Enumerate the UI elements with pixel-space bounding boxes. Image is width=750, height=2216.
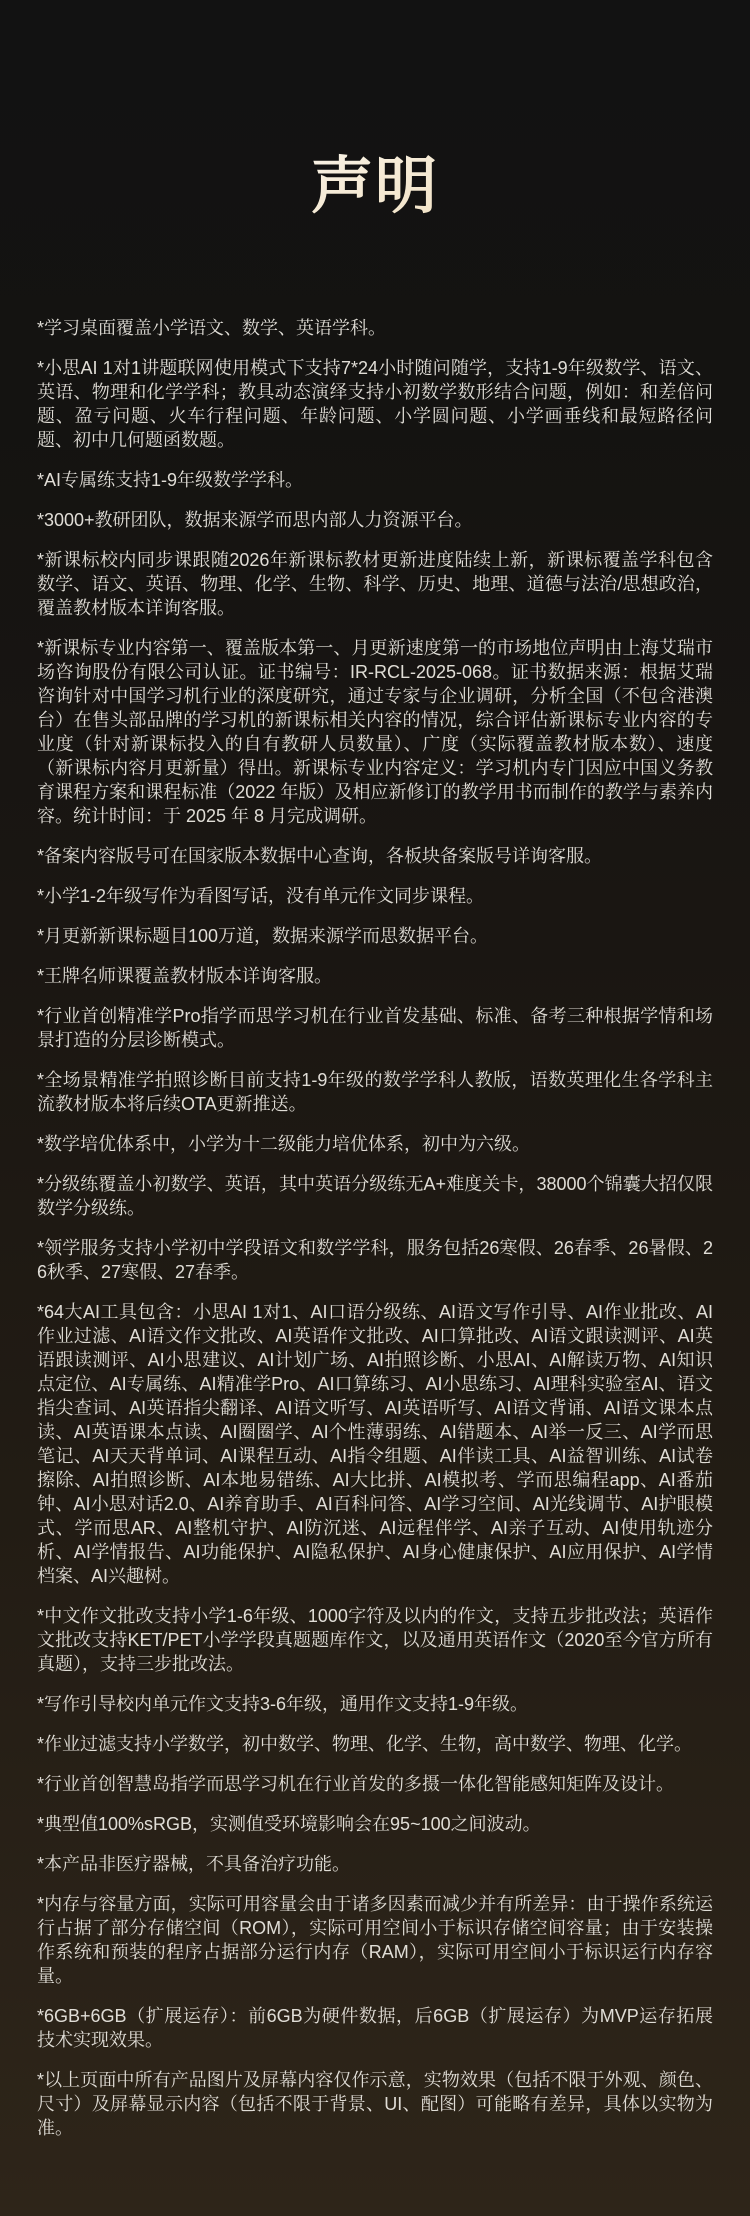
disclaimer-paragraph: *写作引导校内单元作文支持3-6年级，通用作文支持1-9年级。 bbox=[37, 1694, 529, 1714]
disclaimer-paragraph: *全场景精准学拍照诊断目前支持1-9年级的数学学科人教版，语数英理化生各学科主流教材版本将后续OTA更新推送。 bbox=[37, 1070, 713, 1114]
page-title: 声明 bbox=[37, 148, 713, 226]
disclaimer-paragraph: *行业首创精准学Pro指学而思学习机在行业首发基础、标准、备考三种根据学情和场景打造的分层诊断模式。 bbox=[37, 1006, 713, 1050]
disclaimer-paragraph: *领学服务支持小学初中学段语文和数学学科，服务包括26寒假、26春季、26暑假、26秋季、27寒假、27春季。 bbox=[37, 1238, 713, 1282]
disclaimer-paragraph: *学习桌面覆盖小学语文、数学、英语学科。 bbox=[37, 318, 387, 338]
disclaimer-paragraph: *王牌名师课覆盖教材版本详询客服。 bbox=[37, 966, 333, 986]
disclaimer-paragraph: *本产品非医疗器械，不具备治疗功能。 bbox=[37, 1854, 351, 1874]
disclaimer-paragraph: *备案内容版号可在国家版本数据中心查询，各板块备案版号详询客服。 bbox=[37, 846, 603, 866]
disclaimer-paragraph: *64大AI工具包含：小思AI 1对1、AI口语分级练、AI语文写作引导、AI作业批改、AI作业过滤、AI语文作文批改、AI英语作文批改、AI口算批改、AI语文跟读测评、AI英语跟读测评、AI小思建议、AI计划广场、AI拍照诊断、小思AI、AI解读万物、AI知识点定位、AI专属练、AI精准学Pro、AI口算练习、AI小思练习、AI理科实验室AI、语文指尖查词、AI英语指尖翻译、AI语文听写、AI英语听写、AI语文背诵、AI语文课本点读、AI英语课本点读、AI圈圈学、AI个性薄弱练、AI错题本、AI举一反三、AI学而思笔记、AI天天背单词、AI课程互动、AI指令组题、AI伴读工具、AI益智训练、AI试卷擦除、AI拍照诊断、AI本地易错练、AI大比拼、AI模拟考、学而思编程app、AI番茄钟、AI小思对话2.0、AI养育助手、AI百科问答、AI学习空间、AI光线调节、AI护眼模式、学而思AR、AI整机守护、AI防沉迷、AI远程伴学、AI亲子互动、AI使用轨迹分析、AI学情报告、AI功能保护、AI隐私保护、AI身心健康保护、AI应用保护、AI学情档案、AI兴趣树。 bbox=[37, 1302, 713, 1586]
disclaimer-paragraph: *3000+教研团队，数据来源学而思内部人力资源平台。 bbox=[37, 510, 473, 530]
disclaimer-paragraph: *以上页面中所有产品图片及屏幕内容仅作示意，实物效果（包括不限于外观、颜色、尺寸）及屏幕显示内容（包括不限于背景、UI、配图）可能略有差异，具体以实物为准。 bbox=[37, 2070, 713, 2138]
disclaimer-paragraph: *小学1-2年级写作为看图写话，没有单元作文同步课程。 bbox=[37, 886, 485, 906]
disclaimer-paragraph: *新课标校内同步课跟随2026年新课标教材更新进度陆续上新，新课标覆盖学科包含数学、语文、英语、物理、化学、生物、科学、历史、地理、道德与法治/思想政治，覆盖教材版本详询客服。 bbox=[37, 550, 713, 618]
disclaimer-paragraph: *月更新新课标题目100万道，数据来源学而思数据平台。 bbox=[37, 926, 489, 946]
disclaimer-paragraph: *行业首创智慧岛指学而思学习机在行业首发的多摄一体化智能感知矩阵及设计。 bbox=[37, 1774, 675, 1794]
disclaimer-paragraph: *内存与容量方面，实际可用容量会由于诸多因素而减少并有所差异：由于操作系统运行占据了部分存储空间（ROM），实际可用空间小于标识存储空间容量；由于安装操作系统和预装的程序占据部分运行内存（RAM），实际可用空间小于标识运行内存容量。 bbox=[37, 1894, 713, 1986]
disclaimer-paragraph: *典型值100%sRGB，实测值受环境影响会在95~100之间波动。 bbox=[37, 1814, 541, 1834]
disclaimer-paragraph: *小思AI 1对1讲题联网使用模式下支持7*24小时随问随学，支持1-9年级数学、语文、英语、物理和化学学科；教具动态演绎支持小初数学数形结合问题，例如：和差倍问题、盈亏问题、火车行程问题、年龄问题、小学圆问题、小学画垂线和最短路径问题、初中几何题函数题。 bbox=[37, 358, 713, 450]
disclaimer-paragraph: *分级练覆盖小初数学、英语，其中英语分级练无A+难度关卡，38000个锦囊大招仅限数学分级练。 bbox=[37, 1174, 713, 1218]
disclaimer-paragraph: *新课标专业内容第一、覆盖版本第一、月更新速度第一的市场地位声明由上海艾瑞市场咨询股份有限公司认证。证书编号：IR-RCL-2025-068。证书数据来源：根据艾瑞咨询针对中国学习机行业的深度研究，通过专家与企业调研，分析全国（不包含港澳台）在售头部品牌的学习机的新课标相关内容的情况，综合评估新课标专业内容的专业度（针对新课标投入的自有教研人员数量）、广度（实际覆盖教材版本数）、速度（新课标内容月更新量）得出。新课标专业内容定义：学习机内专门因应中国义务教育课程方案和课程标准（2022 年版）及相应新修订的教学用书而制作的教学与素养内容。统计时间：于 2025 年 8 月完成调研。 bbox=[37, 638, 713, 826]
disclaimer-list bbox=[37, 316, 713, 2140]
disclaimer-paragraph: *AI专属练支持1-9年级数学学科。 bbox=[37, 470, 304, 490]
disclaimer-paragraph: *6GB+6GB（扩展运存）：前6GB为硬件数据，后6GB（扩展运存）为MVP运存拓展技术实现效果。 bbox=[37, 2006, 713, 2050]
disclaimer-paragraph: *作业过滤支持小学数学，初中数学、物理、化学、生物，高中数学、物理、化学。 bbox=[37, 1734, 693, 1754]
disclaimer-paragraph: *数学培优体系中，小学为十二级能力培优体系，初中为六级。 bbox=[37, 1134, 531, 1154]
disclaimer-paragraph: *中文作文批改支持小学1-6年级、1000字符及以内的作文，支持五步批改法；英语作文批改支持KET/PET小学学段真题题库作文，以及通用英语作文（2020至今官方所有真题），支持三步批改法。 bbox=[37, 1606, 713, 1674]
